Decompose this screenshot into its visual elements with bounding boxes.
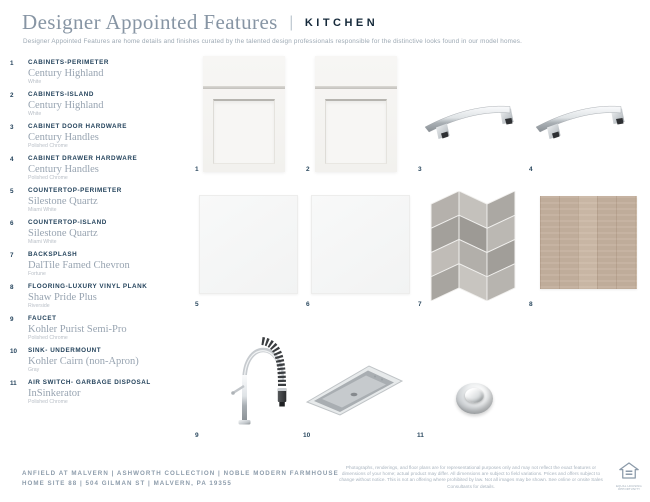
- feature-product: Century Handles: [28, 131, 99, 143]
- swatch-number: 9: [195, 432, 199, 439]
- feature-category: FLOORING-LUXURY VINYL PLANK: [28, 283, 148, 290]
- page-title-text: Designer Appointed Features: [22, 10, 278, 34]
- feature-text: [28, 187, 188, 213]
- feature-finish: Fortune: [28, 271, 46, 277]
- feature-product: DalTile Famed Chevron: [28, 259, 130, 271]
- feature-category: COUNTERTOP-PERIMETER: [28, 187, 122, 194]
- equal-housing-caption: EQUAL HOUSING OPPORTUNITY: [616, 484, 642, 491]
- feature-category: CABINET DOOR HARDWARE: [28, 123, 128, 130]
- swatch-number: 8: [529, 301, 533, 308]
- feature-text: [28, 123, 188, 149]
- feature-item: [10, 59, 188, 85]
- feature-text: [28, 347, 188, 373]
- footer-community-info: [22, 469, 339, 488]
- feature-item: [10, 251, 188, 277]
- swatch-flooring-plank: [540, 196, 637, 289]
- feature-number: 9: [10, 316, 14, 323]
- equal-housing-logo: [616, 462, 642, 491]
- swatch-number: 2: [306, 166, 310, 173]
- feature-product: InSinkerator: [28, 387, 81, 399]
- feature-category: SINK- UNDERMOUNT: [28, 347, 102, 354]
- swatch-number: 6: [306, 301, 310, 308]
- footer-line2: HOME SITE 88 | 504 GILMAN ST | MALVERN, PA 19355: [22, 479, 232, 487]
- cabinet-drawer-divider: [203, 86, 285, 89]
- swatch-drawer-handle: [531, 90, 628, 140]
- feature-finish: Miami White: [28, 239, 57, 245]
- feature-text: [28, 59, 188, 85]
- feature-item: [10, 123, 188, 149]
- air-switch-button: [465, 388, 484, 403]
- feature-list: [10, 59, 188, 411]
- feature-text: [28, 315, 188, 341]
- feature-number: 8: [10, 284, 14, 291]
- footer-disclaimer: Photographs, renderings, and floor plans are for representational purposes only and may not reflect the exact features or dimensions of your home; actual product may differ. All dimensions are subject to field variations. Prices and offers subject to change without notice. This is not an offering where prohibited by law. Not all images may be shown. See online or onsite Sales Consultants for details.: [339, 465, 603, 489]
- feature-category: FAUCET: [28, 315, 57, 322]
- swatch-number: 3: [418, 166, 422, 173]
- swatch-backsplash-chevron: [428, 191, 518, 301]
- swatch-countertop-perimeter: [199, 195, 298, 294]
- feature-number: 4: [10, 156, 14, 163]
- feature-category: COUNTERTOP-ISLAND: [28, 219, 107, 226]
- feature-number: 10: [10, 348, 18, 355]
- feature-item: [10, 219, 188, 245]
- feature-text: [28, 283, 188, 309]
- cabinet-door-panel: [325, 99, 387, 164]
- section-label: KITCHEN: [304, 17, 379, 29]
- feature-finish: Polished Chrome: [28, 399, 68, 405]
- swatch-number: 5: [195, 301, 199, 308]
- feature-product: Century Highland: [28, 67, 104, 79]
- feature-category: BACKSPLASH: [28, 251, 78, 258]
- swatch-sink: [303, 358, 407, 416]
- feature-finish: Polished Chrome: [28, 143, 68, 149]
- feature-text: [28, 155, 188, 181]
- footer-line1: ANFIELD AT MALVERN | ASHWORTH COLLECTION | NOBLE MODERN FARMHOUSE: [22, 470, 339, 477]
- feature-item: [10, 315, 188, 341]
- feature-product: Century Highland: [28, 99, 104, 111]
- swatch-faucet: [200, 330, 300, 428]
- swatch-number: 11: [417, 432, 424, 439]
- feature-number: 1: [10, 60, 14, 67]
- feature-category: CABINET DRAWER HARDWARE: [28, 155, 138, 162]
- page-subtitle: Designer Appointed Features are home details and finishes curated by the talented design professionals responsible for the distinctive looks found in our model homes.: [23, 38, 523, 45]
- feature-number: 5: [10, 188, 14, 195]
- feature-product: Shaw Pride Plus: [28, 291, 97, 303]
- equal-housing-house-icon: [619, 462, 639, 479]
- feature-item: [10, 347, 188, 373]
- feature-item: [10, 379, 188, 405]
- title-separator: |: [289, 14, 294, 31]
- feature-number: 3: [10, 124, 14, 131]
- feature-product: Kohler Cairn (non-Apron): [28, 355, 139, 367]
- swatch-countertop-island: [311, 195, 410, 294]
- feature-text: [28, 91, 188, 117]
- swatch-cabinet-perimeter: [203, 56, 285, 172]
- feature-category: CABINETS-PERIMETER: [28, 59, 109, 66]
- feature-product: Century Handles: [28, 163, 99, 175]
- feature-text: [28, 379, 188, 405]
- swatch-air-switch: [456, 383, 493, 414]
- feature-item: [10, 187, 188, 213]
- cabinet-drawer-divider: [315, 86, 397, 89]
- feature-number: 6: [10, 220, 14, 227]
- feature-finish: Polished Chrome: [28, 335, 68, 341]
- cabinet-door-panel: [213, 99, 275, 164]
- feature-finish: Polished Chrome: [28, 175, 68, 181]
- feature-finish: White: [28, 111, 42, 117]
- swatch-number: 1: [195, 166, 199, 173]
- feature-category: AIR SWITCH- GARBAGE DISPOSAL: [28, 379, 151, 386]
- feature-finish: Riverside: [28, 303, 50, 309]
- feature-category: CABINETS-ISLAND: [28, 91, 94, 98]
- feature-item: [10, 155, 188, 181]
- swatch-number: 4: [529, 166, 533, 173]
- feature-finish: Gray: [28, 367, 40, 373]
- feature-text: [28, 219, 188, 245]
- swatch-cabinet-island: [315, 56, 397, 172]
- feature-product: Silestone Quartz: [28, 227, 98, 239]
- feature-product: Silestone Quartz: [28, 195, 98, 207]
- feature-item: [10, 91, 188, 117]
- feature-finish: Miami White: [28, 207, 57, 213]
- page-title: [22, 10, 378, 35]
- feature-number: 2: [10, 92, 14, 99]
- swatch-door-handle: [420, 90, 517, 140]
- swatch-number: 10: [303, 432, 311, 439]
- feature-finish: White: [28, 79, 42, 85]
- feature-product: Kohler Purist Semi-Pro: [28, 323, 127, 335]
- feature-number: 11: [10, 380, 17, 387]
- feature-text: [28, 251, 188, 277]
- feature-number: 7: [10, 252, 14, 259]
- feature-item: [10, 283, 188, 309]
- swatch-number: 7: [418, 301, 422, 308]
